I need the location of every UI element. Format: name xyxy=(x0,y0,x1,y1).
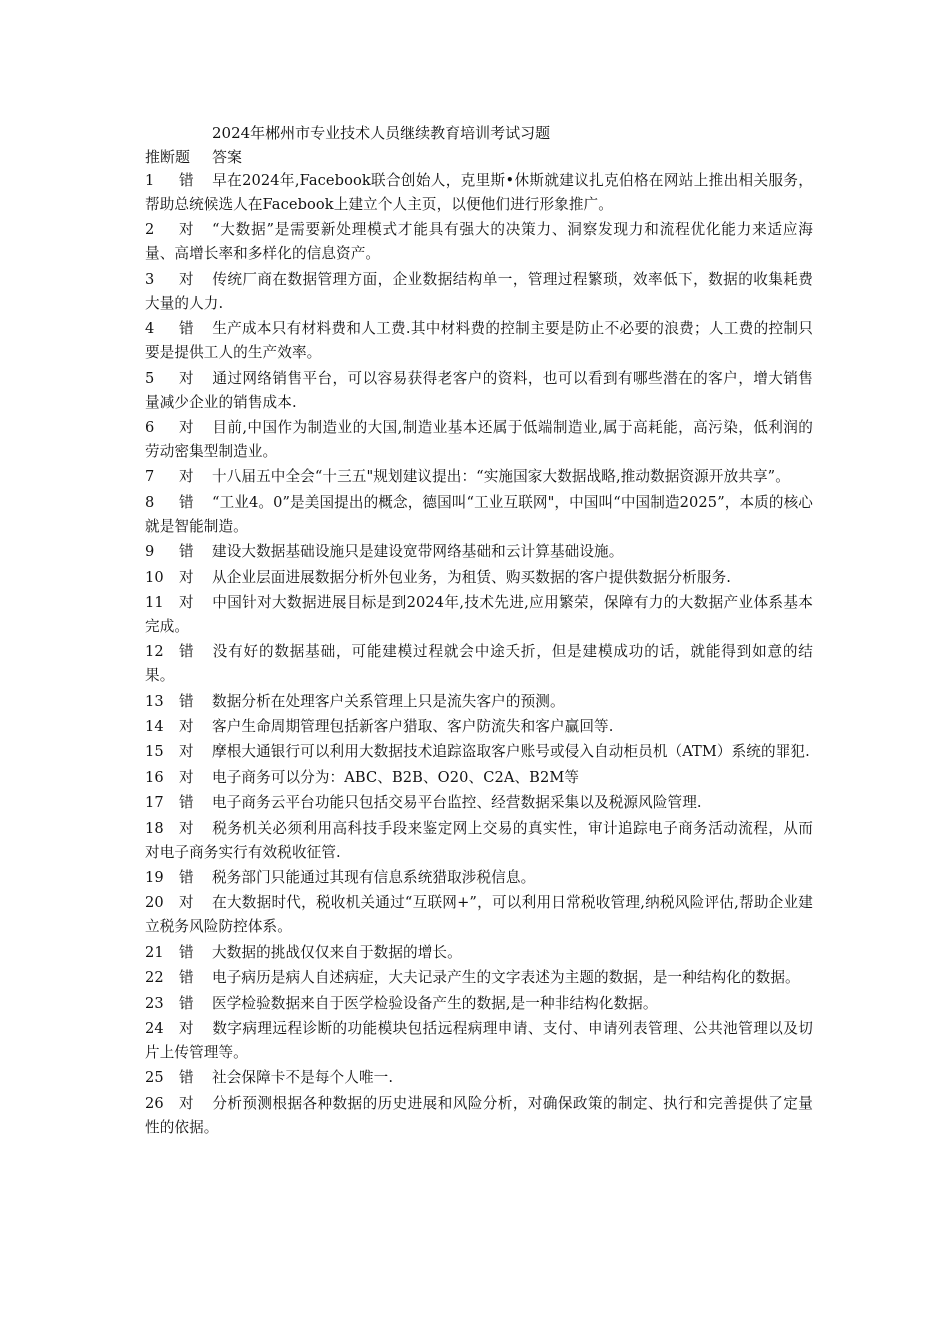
question-answer: 错 xyxy=(179,994,194,1012)
question-text: 没有好的数据基础，可能建模过程就会中途夭折，但是建模成功的话，就能得到如意的结果。 xyxy=(145,643,813,685)
question-number: 26 xyxy=(145,1094,164,1112)
question-number: 19 xyxy=(145,869,164,887)
question-item xyxy=(145,891,813,939)
question-number: 12 xyxy=(145,643,164,661)
question-text: 税务部门只能通过其现有信息系统猎取涉税信息。 xyxy=(212,869,536,887)
question-item xyxy=(145,791,813,815)
question-item xyxy=(145,1066,813,1090)
question-item xyxy=(145,740,813,764)
header-answer: 答案 xyxy=(212,148,243,166)
question-item xyxy=(145,591,813,639)
question-number: 9 xyxy=(145,543,155,561)
question-text: 数字病理远程诊断的功能模块包括远程病理申请、支付、申请列表管理、公共池管理以及切片上传管理等。 xyxy=(145,1019,813,1061)
question-text: 客户生命周期管理包括新客户猎取、客户防流失和客户赢回等. xyxy=(212,718,614,736)
question-list xyxy=(145,169,813,1140)
question-answer: 对 xyxy=(179,369,194,387)
question-answer: 对 xyxy=(179,1019,194,1037)
question-text: 传统厂商在数据管理方面，企业数据结构单一，管理过程繁琐，效率低下，数据的收集耗费大量的人力. xyxy=(145,270,813,312)
question-text: 建设大数据基础设施只是建设宽带网络基础和云计算基础设施。 xyxy=(212,543,624,561)
question-item xyxy=(145,169,813,217)
question-item xyxy=(145,992,813,1016)
question-text: “大数据”是需要新处理模式才能具有强大的决策力、洞察发现力和流程优化能力来适应海量、高增长率和多样化的信息资产。 xyxy=(145,221,813,263)
question-answer: 对 xyxy=(179,894,194,912)
document-body xyxy=(145,121,813,1141)
table-header xyxy=(145,145,813,169)
question-answer: 错 xyxy=(179,692,194,710)
question-text: 通过网络销售平台，可以容易获得老客户的资料，也可以看到有哪些潜在的客户，增大销售量减少企业的销售成本. xyxy=(145,369,813,411)
question-answer: 对 xyxy=(179,1094,194,1112)
question-text: 摩根大通银行可以利用大数据技术追踪盗取客户账号或侵入自动柜员机（ATM）系统的罪犯. xyxy=(212,743,810,761)
question-number: 16 xyxy=(145,768,164,786)
question-number: 6 xyxy=(145,418,155,436)
question-answer: 错 xyxy=(179,320,194,338)
question-text: 在大数据时代，税收机关通过“互联网+”，可以利用日常税收管理,纳税风险评估,帮助企业建立税务风险防控体系。 xyxy=(145,894,813,936)
question-number: 3 xyxy=(145,270,155,288)
question-number: 2 xyxy=(145,221,155,239)
question-text: 大数据的挑战仅仅来自于数据的增长。 xyxy=(212,943,462,961)
question-number: 11 xyxy=(145,593,164,611)
question-item xyxy=(145,566,813,590)
question-answer: 错 xyxy=(179,869,194,887)
question-item xyxy=(145,491,813,539)
question-item xyxy=(145,715,813,739)
question-item xyxy=(145,1017,813,1065)
question-answer: 错 xyxy=(179,943,194,961)
question-number: 18 xyxy=(145,819,164,837)
question-item xyxy=(145,966,813,990)
question-answer: 对 xyxy=(179,593,194,611)
question-number: 20 xyxy=(145,894,164,912)
question-item xyxy=(145,690,813,714)
question-text: 早在2024年,Facebook联合创始人，克里斯•休斯就建议扎克伯格在网站上推出相关服务，帮助总统候选人在Facebook上建立个人主页，以便他们进行形象推广。 xyxy=(145,172,813,213)
question-answer: 错 xyxy=(179,172,194,189)
question-number: 22 xyxy=(145,969,164,987)
question-text: 电子商务可以分为：ABC、B2B、O20、C2A、B2M等 xyxy=(212,768,580,786)
question-answer: 错 xyxy=(179,969,194,987)
question-answer: 对 xyxy=(179,743,194,761)
question-item xyxy=(145,317,813,365)
question-answer: 错 xyxy=(179,1069,194,1087)
question-item xyxy=(145,465,813,489)
question-text: 数据分析在处理客户关系管理上只是流失客户的预测。 xyxy=(212,692,565,710)
question-number: 10 xyxy=(145,568,164,586)
question-answer: 对 xyxy=(179,221,194,239)
question-text: 电子病历是病人自述病症，大夫记录产生的文字表述为主题的数据，是一种结构化的数据。 xyxy=(212,969,800,987)
question-text: 生产成本只有材料费和人工费.其中材料费的控制主要是防止不必要的浪费；人工费的控制只要是提供工人的生产效率。 xyxy=(145,320,813,362)
question-item xyxy=(145,367,813,415)
question-answer: 对 xyxy=(179,768,194,786)
question-item xyxy=(145,540,813,564)
question-number: 25 xyxy=(145,1069,164,1087)
question-item xyxy=(145,640,813,688)
question-answer: 错 xyxy=(179,794,194,812)
question-text: 社会保障卡不是每个人唯一. xyxy=(212,1069,394,1087)
question-answer: 对 xyxy=(179,819,194,837)
question-item xyxy=(145,817,813,865)
question-item xyxy=(145,416,813,464)
question-number: 8 xyxy=(145,493,155,511)
question-answer: 对 xyxy=(179,418,194,436)
question-item xyxy=(145,941,813,965)
question-answer: 对 xyxy=(179,718,194,736)
question-number: 13 xyxy=(145,692,164,710)
question-number: 7 xyxy=(145,468,155,486)
question-answer: 对 xyxy=(179,270,194,288)
question-number: 1 xyxy=(145,172,155,189)
question-item xyxy=(145,1092,813,1140)
question-text: 从企业层面进展数据分析外包业务，为租赁、购买数据的客户提供数据分析服务. xyxy=(212,568,732,586)
question-text: 十八届五中全会“十三五"规划建议提出：“实施国家大数据战略,推动数据资源开放共享”。 xyxy=(212,468,790,486)
question-number: 24 xyxy=(145,1019,164,1037)
question-number: 23 xyxy=(145,994,164,1012)
question-answer: 错 xyxy=(179,493,194,511)
question-item xyxy=(145,766,813,790)
question-text: 电子商务云平台功能只包括交易平台监控、经营数据采集以及税源风险管理. xyxy=(212,794,702,812)
question-answer: 对 xyxy=(179,568,194,586)
question-number: 15 xyxy=(145,743,164,761)
document-title: 2024年郴州市专业技术人员继续教育培训考试习题 xyxy=(212,124,551,142)
header-question-type: 推断题 xyxy=(145,148,191,166)
question-number: 5 xyxy=(145,369,155,387)
question-number: 4 xyxy=(145,320,155,338)
question-text: 中国针对大数据进展目标是到2024年,技术先进,应用繁荣，保障有力的大数据产业体系基本完成。 xyxy=(145,593,813,635)
question-answer: 对 xyxy=(179,468,194,486)
question-text: “工业4。0”是美国提出的概念，德国叫“工业互联网"，中国叫“中国制造2025”，本质的核心就是智能制造。 xyxy=(145,493,813,535)
question-number: 14 xyxy=(145,718,164,736)
question-text: 分析预测根据各种数据的历史进展和风险分析，对确保政策的制定、执行和完善提供了定量性的依据。 xyxy=(145,1094,813,1136)
question-text: 目前,中国作为制造业的大国,制造业基本还属于低端制造业,属于高耗能，高污染，低利润的劳动密集型制造业。 xyxy=(145,418,813,460)
question-item xyxy=(145,218,813,266)
question-number: 21 xyxy=(145,943,164,961)
question-text: 医学检验数据来自于医学检验设备产生的数据,是一种非结构化数据。 xyxy=(212,994,658,1012)
question-item xyxy=(145,866,813,890)
question-number: 17 xyxy=(145,794,164,812)
question-item xyxy=(145,268,813,316)
question-answer: 错 xyxy=(179,543,194,561)
question-answer: 错 xyxy=(179,643,194,661)
question-text: 税务机关必须利用高科技手段来鉴定网上交易的真实性，审计追踪电子商务活动流程，从而对电子商务实行有效税收征管. xyxy=(145,819,813,861)
